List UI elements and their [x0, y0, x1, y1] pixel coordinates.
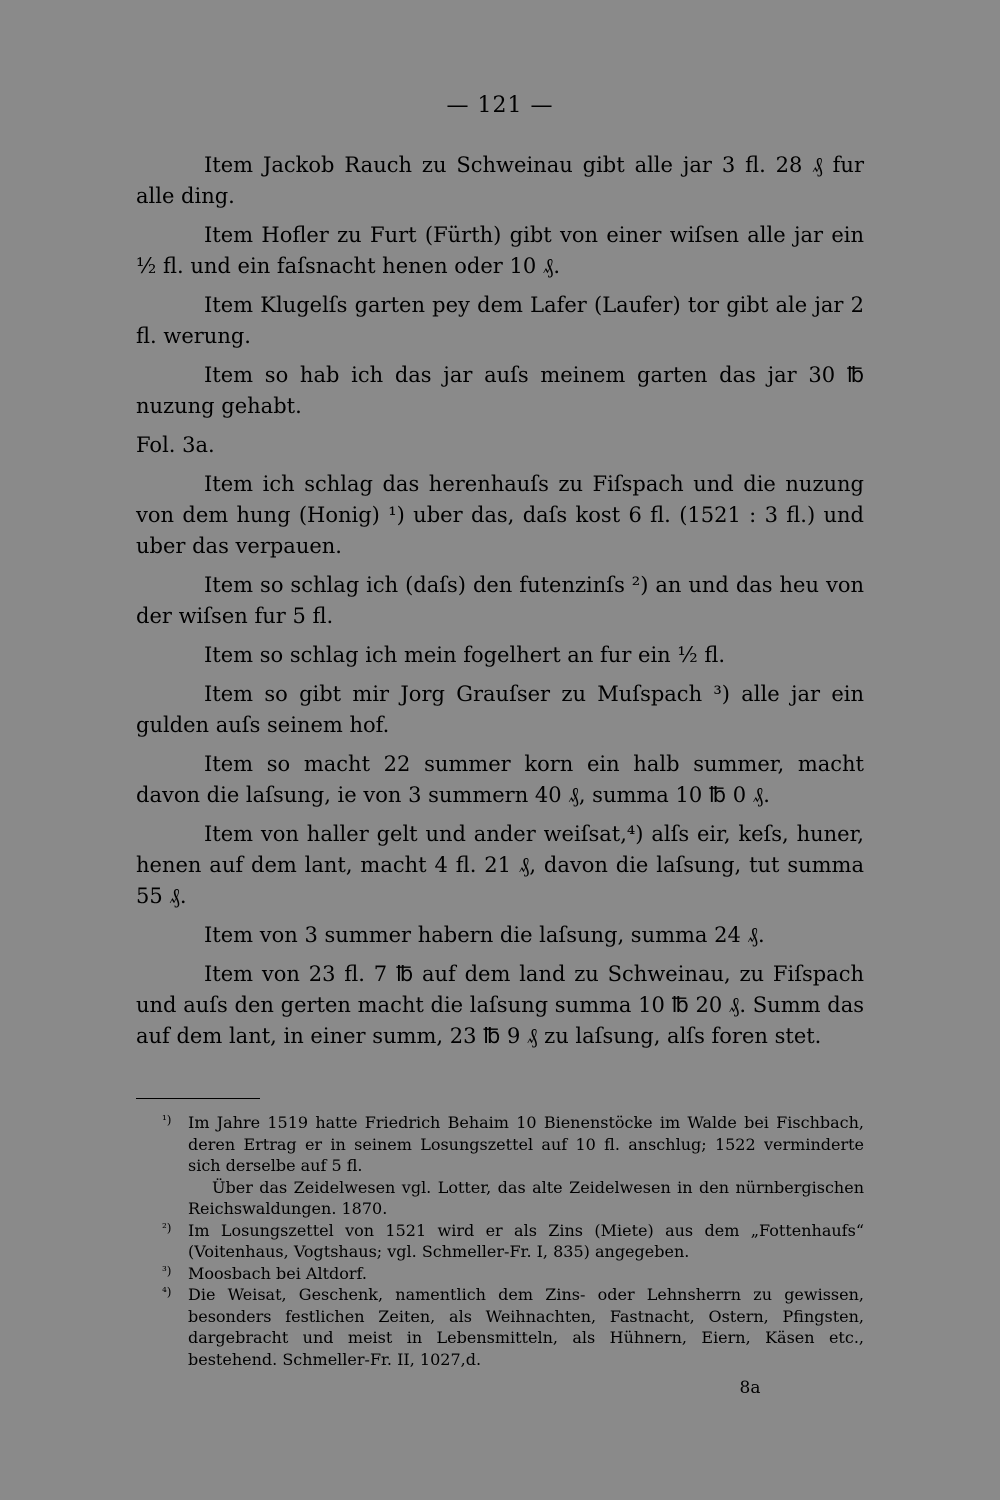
footnote-text: Über das Zeidelwesen vgl. Lotter, das alte Zeidelwesen in den nürnbergischen Reichswaldungen. 1870. [188, 1177, 864, 1218]
footnote-divider [136, 1098, 260, 1099]
main-text [136, 150, 864, 1060]
signature-mark: 8a [739, 1378, 761, 1398]
footnote-mark: ¹) [162, 1113, 172, 1127]
paragraph: Item so schlag ich mein fogelhert an fur ein ½ fl. [204, 643, 726, 667]
footnote-text: Die Weisat, Geschenk, namentlich dem Zins- oder Lehnsherrn zu gewissen, besonders festlichen Zeiten, als Weihnachten, Fastnacht, Ostern, Pfingsten, dargebracht und meist in Lebensmitteln, als Hühnern, Eiern, Käsen etc., bestehend. Schmeller-Fr. II, 1027,d. [188, 1285, 864, 1369]
paragraph: Item Hofler zu Furt (Fürth) gibt von einer wiſsen alle jar ein ½ fl. und ein faſsnacht henen oder 10 ₰. [136, 223, 864, 278]
paragraph: Item von haller gelt und ander weiſsat,⁴) alſs eir, keſs, huner, henen auf dem lant, macht 4 fl. 21 ₰, davon die laſsung, tut summa 55 ₰. [136, 822, 864, 908]
paragraph: Item Klugelſs garten pey dem Lafer (Laufer) tor gibt ale jar 2 fl. werung. [136, 293, 864, 348]
paragraph: Item so macht 22 summer korn ein halb summer, macht davon die laſsung, ie von 3 summern 40 ₰, summa 10 ℔ 0 ₰. [136, 752, 864, 807]
footnote-mark: ²) [162, 1220, 172, 1235]
paragraph: Item von 23 fl. 7 ℔ auf dem land zu Schweinau, zu Fiſspach und auſs den gerten macht die laſsung summa 10 ℔ 20 ₰. Summ das auf dem lant, in einer summ, 23 ℔ 9 ₰ zu laſsung, alſs foren stet. [136, 962, 864, 1048]
paragraph: Item von 3 summer habern die laſsung, summa 24 ₰. [204, 923, 765, 947]
footnote-text: Im Jahre 1519 hatte Friedrich Behaim 10 Bienenstöcke im Walde bei Fischbach, deren Ertrag er in seinem Losungszettel auf 10 fl. anschlug; 1522 verminderte sich derselbe auf 5 fl. [188, 1113, 864, 1175]
paragraph: Item ich schlag das herenhauſs zu Fiſspach und die nuzung von dem hung (Honig) ¹) uber das, daſs kost 6 fl. (1521 : 3 fl.) und uber das verpauen. [136, 472, 864, 558]
folio-reference: Fol. 3a. [136, 433, 215, 457]
paragraph: Item so gibt mir Jorg Grauſser zu Muſspach ³) alle jar ein gulden auſs seinem hof. [136, 682, 864, 737]
footnote-text: Im Losungszettel von 1521 wird er als Zins (Miete) aus dem „Fottenhaufs“ (Voitenhaus, Vogtshaus; vgl. Schmeller-Fr. I, 835) angegeben. [188, 1220, 864, 1261]
footnotes [136, 1112, 864, 1370]
footnote-4 [136, 1284, 864, 1370]
footnote-2 [136, 1220, 864, 1263]
footnote-3 [136, 1263, 864, 1285]
footnote-mark: ³) [162, 1263, 172, 1278]
footnote-text: Moosbach bei Altdorf. [188, 1263, 367, 1283]
paragraph: Item so hab ich das jar auſs meinem garten das jar 30 ℔ nuzung gehabt. [136, 363, 864, 418]
paragraph: Item Jackob Rauch zu Schweinau gibt alle jar 3 fl. 28 ₰ fur alle ding. [136, 153, 864, 208]
page-number: — 121 — [446, 93, 554, 118]
paragraph: Item so schlag ich (daſs) den futenzinſs ²) an und das heu von der wiſsen fur 5 fl. [136, 573, 864, 628]
footnote-1-continuation [136, 1177, 864, 1220]
footnote-1 [136, 1112, 864, 1177]
footnote-mark: ⁴) [162, 1285, 172, 1299]
